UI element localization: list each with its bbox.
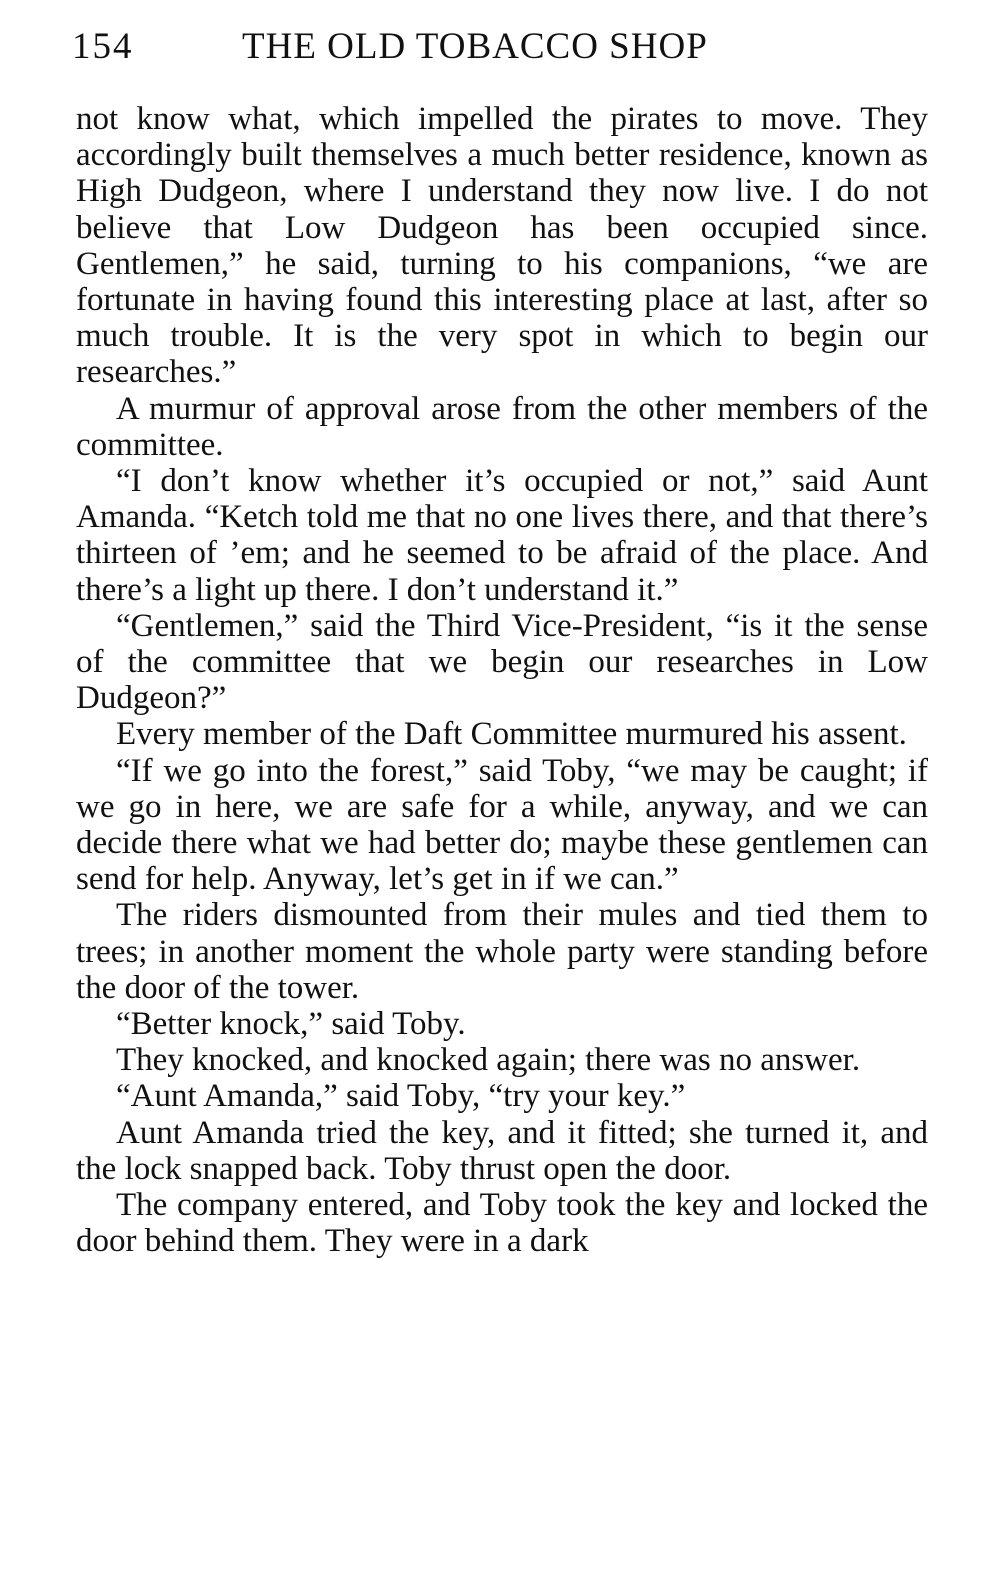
paragraph: They knocked, and knocked again; there was no answer. (116, 1042, 861, 1079)
paragraph: The company entered, and Toby took the key and locked the door behind them. They were in a dark (76, 1187, 928, 1260)
paragraph: “Better knock,” said Toby. (116, 1006, 466, 1043)
paragraph: “I don’t know whether it’s occupied or not,” said Aunt Amanda. “Ketch told me that no one lives there, and that there’s thirteen of ’em; and he seemed to be afraid of the place. And there’s a light up there. I don’t understand it.” (76, 463, 928, 608)
paragraph: “If we go into the forest,” said Toby, “we may be caught; if we go in here, we are safe for a while, anyway, and we can decide there what we had better do; maybe these gentlemen can send for help. Anyway, let’s get in if we can.” (76, 752, 928, 898)
paragraph-continuation: not know what, which impelled the pirates to move. They accordingly built themselves a much better residence, known as High Dudgeon, where I understand they now live. I do not believe that Low Dudgeon has been occupied since. Gentlemen,” he said, turning to his companions, “we are fortunate in having found this interesting place at last, after so much trouble. It is the very spot in which to begin our researches.” (76, 101, 928, 391)
running-head (72, 22, 932, 72)
paragraph: Aunt Amanda tried the key, and it fitted; she turned it, and the lock snapped back. Toby thrust open the door. (76, 1114, 928, 1187)
page-number: 154 (72, 26, 134, 67)
paragraph: A murmur of approval arose from the other members of the committee. (76, 390, 928, 463)
book-title: THE OLD TOBACCO SHOP (242, 26, 708, 67)
paragraph: Every member of the Daft Committee murmured his assent. (116, 716, 907, 753)
body-text (76, 101, 928, 1260)
paragraph: “Aunt Amanda,” said Toby, “try your key.” (116, 1078, 686, 1115)
paragraph: The riders dismounted from their mules and tied them to trees; in another moment the whole party were standing before the door of the tower. (76, 897, 928, 1006)
paragraph: “Gentlemen,” said the Third Vice-President, “is it the sense of the committee that we begin our researches in Low Dudgeon?” (76, 607, 928, 717)
